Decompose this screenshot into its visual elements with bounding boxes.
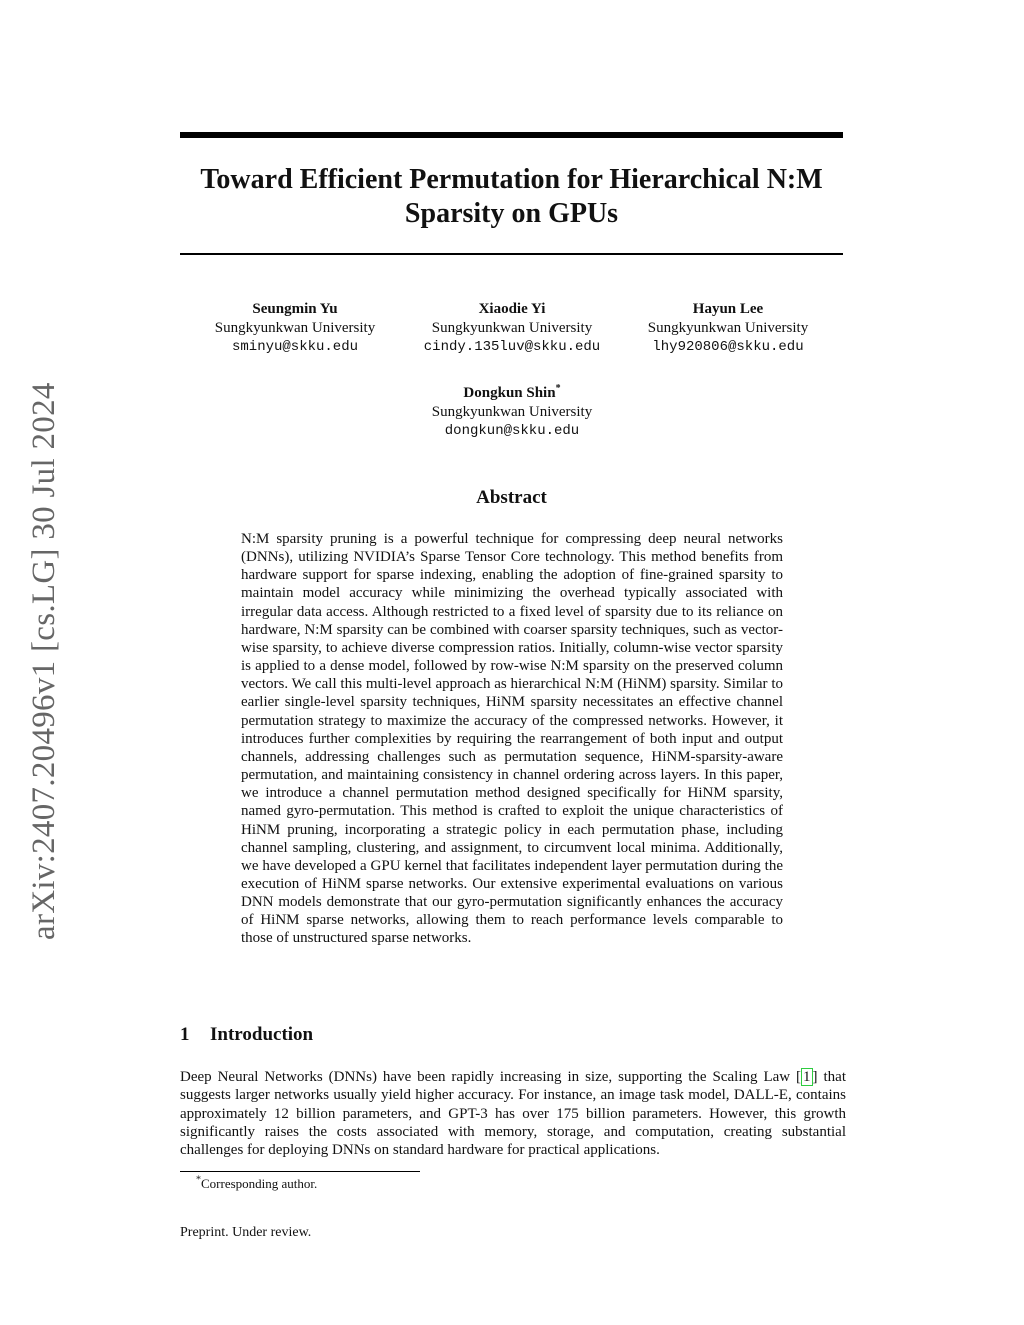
section-title: Introduction	[210, 1024, 314, 1045]
footnote	[196, 1176, 317, 1192]
author-email[interactable]: lhy920806@skku.edu	[652, 339, 804, 355]
author-affiliation: Sungkyunkwan University	[431, 404, 593, 420]
author-block	[397, 384, 627, 441]
footnote-marker: *	[196, 1174, 201, 1186]
author-email[interactable]: dongkun@skku.edu	[444, 423, 580, 439]
title-line-1: Toward Efficient Permutation for Hierarchical N:M	[200, 164, 823, 195]
citation-link[interactable]: 1	[803, 1069, 811, 1085]
abstract-heading: Abstract	[476, 487, 547, 508]
intro-text-2: ] that suggests larger networks usually yield higher accuracy. For instance, an image task model, DALL-E, contains approximately 12 billion parameters, and GPT-3 has over 175 billion parameters. However, this growth significantly raises the costs associated with memory, storage, and computation, creating substantial challenges for deploying DNNs on standard hardware for practical applications.	[180, 1069, 846, 1159]
author-block	[613, 300, 843, 357]
abstract-text: N:M sparsity pruning is a powerful technique for compressing deep neural networks (DNNs), utilizing NVIDIA’s Sparse Tensor Core technology. This method benefits from hardware support for sparse indexing, enabling the adoption of fine-grained sparsity to maintain model accuracy while minimizing the overhead typically associated with irregular data access. Although restricted to a fixed level of sparsity due to its reliance on hardware, N:M sparsity can be combined with coarser sparsity techniques, such as vector-wise sparsity, to achieve diverse compression ratios. Initially, column-wise vector sparsity is applied to a dense model, followed by row-wise N:M sparsity on the preserved column vectors. We call this multi-level approach as hierarchical N:M (HiNM) sparsity. Similar to earlier single-level sparsity techniques, HiNM sparsity necessitates an effective channel permutation strategy to maximize the accuracy of the compressed networks. However, it introduces further complexities by requiring the rearrangement of both input and output channels, addressing challenges such as permutation sequence, HiNM-sparsity-aware permutation, and maintaining consistency in channel ordering across layers. In this paper, we introduce a channel permutation method designed specifically for HiNM sparsity, named gyro-permutation. This method is crafted to exploit the unique characteristics of HiNM pruning, incorporating a strategic policy in each permutation phase, including channel sampling, clustering, and assignment, to circumvent local minima. Additionally, we have developed a GPU kernel that facilitates independent layer permutation during the execution of HiNM sparse networks. Our extensive experimental evaluations on various DNN models demonstrate that our gyro-permutation significantly enhances the accuracy of HiNM sparse networks, allowing them to reach performance levels comparable to those of unstructured sparse networks.	[241, 531, 783, 947]
title-line-2: Sparsity on GPUs	[404, 198, 619, 229]
author-name: Seungmin Yu	[252, 301, 338, 317]
section-number: 1	[180, 1024, 190, 1045]
author-affiliation: Sungkyunkwan University	[647, 320, 809, 336]
title-bottom-rule	[180, 253, 843, 255]
author-email[interactable]: cindy.135luv@skku.edu	[423, 339, 601, 355]
footnote-text: Corresponding author.	[201, 1176, 318, 1191]
author-affiliation: Sungkyunkwan University	[431, 320, 593, 336]
author-name	[397, 384, 627, 403]
intro-paragraph	[180, 1068, 846, 1159]
corresponding-marker: *	[555, 383, 561, 394]
paper-title	[180, 163, 843, 231]
footnote-rule	[180, 1171, 420, 1172]
arxiv-stamp: arXiv:2407.20496v1 [cs.LG] 30 Jul 2024	[26, 382, 62, 940]
author-name: Hayun Lee	[692, 301, 764, 317]
author-block	[397, 300, 627, 357]
author-name-text: Dongkun Shin	[463, 385, 556, 401]
author-block	[180, 300, 410, 357]
author-name: Xiaodie Yi	[478, 301, 546, 317]
author-affiliation: Sungkyunkwan University	[214, 320, 376, 336]
preprint-footer: Preprint. Under review.	[180, 1225, 312, 1240]
intro-text-1: Deep Neural Networks (DNNs) have been rapidly increasing in size, supporting the Scaling Law [	[180, 1069, 802, 1085]
title-top-rule	[180, 132, 843, 138]
section-heading	[180, 1024, 313, 1046]
author-email[interactable]: sminyu@skku.edu	[231, 339, 359, 355]
